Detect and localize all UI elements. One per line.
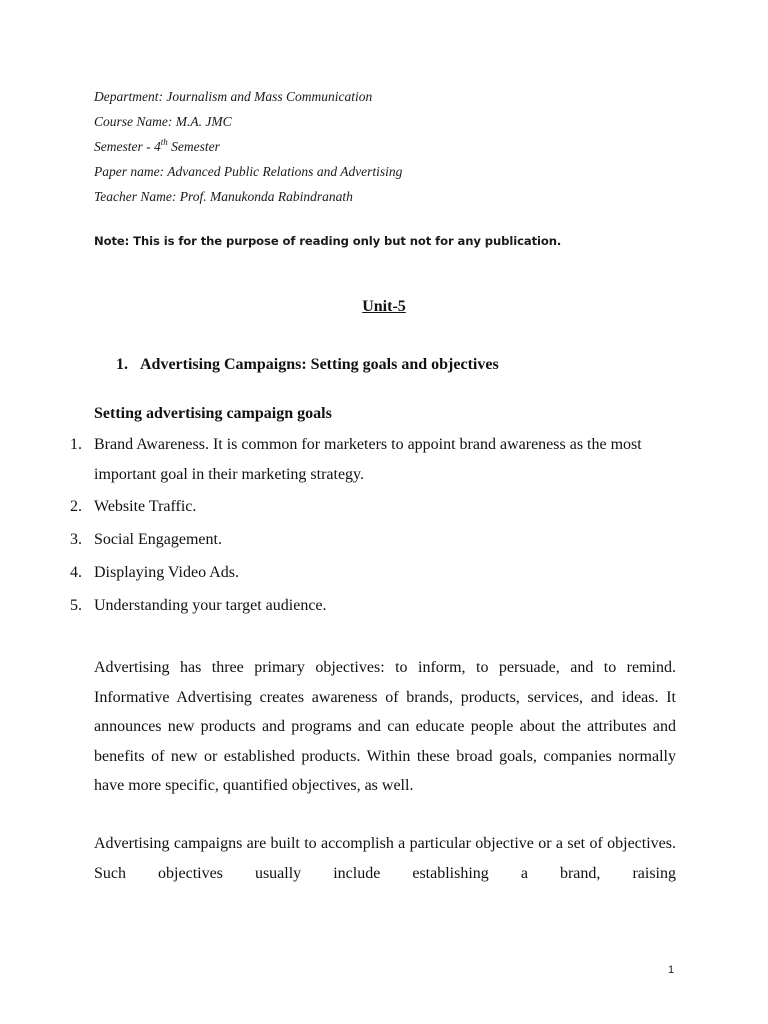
list-item [70,492,680,522]
section-title: Advertising Campaigns: Setting goals and objectives [140,356,499,373]
course-name-line: Course Name: M.A. JMC [94,114,232,129]
list-item-number: 3. [70,531,82,548]
list-item-text: Brand Awareness. It is common for marketers to appoint brand awareness as the most important goal in their marketing strategy. [94,436,642,483]
semester-superscript: th [160,137,168,147]
list-item-text: Social Engagement. [94,531,222,548]
list-item [70,558,680,588]
list-item-number: 5. [70,597,82,614]
teacher-name-line: Teacher Name: Prof. Manukonda Rabindranath [94,189,353,204]
semester-suffix: Semester [167,139,220,154]
reading-note: Note: This is for the purpose of reading only but not for any publication. [94,234,562,248]
list-item-text: Displaying Video Ads. [94,564,239,581]
list-item-text: Understanding your target audience. [94,597,327,614]
list-item-number: 4. [70,564,82,581]
unit-title: Unit-5 [362,298,406,315]
list-item [70,430,680,490]
list-item [70,525,680,555]
list-item [70,591,680,621]
body-paragraph: Advertising campaigns are built to accomplish a particular objective or a set of objectives. Such objectives usually include establishing a brand, raising [94,835,676,882]
section-number: 1. [116,356,128,373]
section-heading [116,356,499,374]
page-number: 1 [668,964,675,976]
semester-prefix: Semester - 4 [94,139,161,154]
body-paragraph: Advertising has three primary objectives: to inform, to persuade, and to remind. Informative Advertising creates awareness of brands, products, services, and ideas. It announces new products and programs and can educate people about the attributes and benefits of new or established products. Within these broad goals, companies normally have more specific, quantified objectives, as well. [94,659,676,794]
department-line: Department: Journalism and Mass Communication [94,89,373,104]
list-item-text: Website Traffic. [94,498,197,515]
list-item-number: 1. [70,436,82,453]
goals-heading: Setting advertising campaign goals [94,405,332,422]
semester-line [94,139,220,155]
paper-name-line: Paper name: Advanced Public Relations and Advertising [94,164,403,179]
list-item-number: 2. [70,498,82,515]
